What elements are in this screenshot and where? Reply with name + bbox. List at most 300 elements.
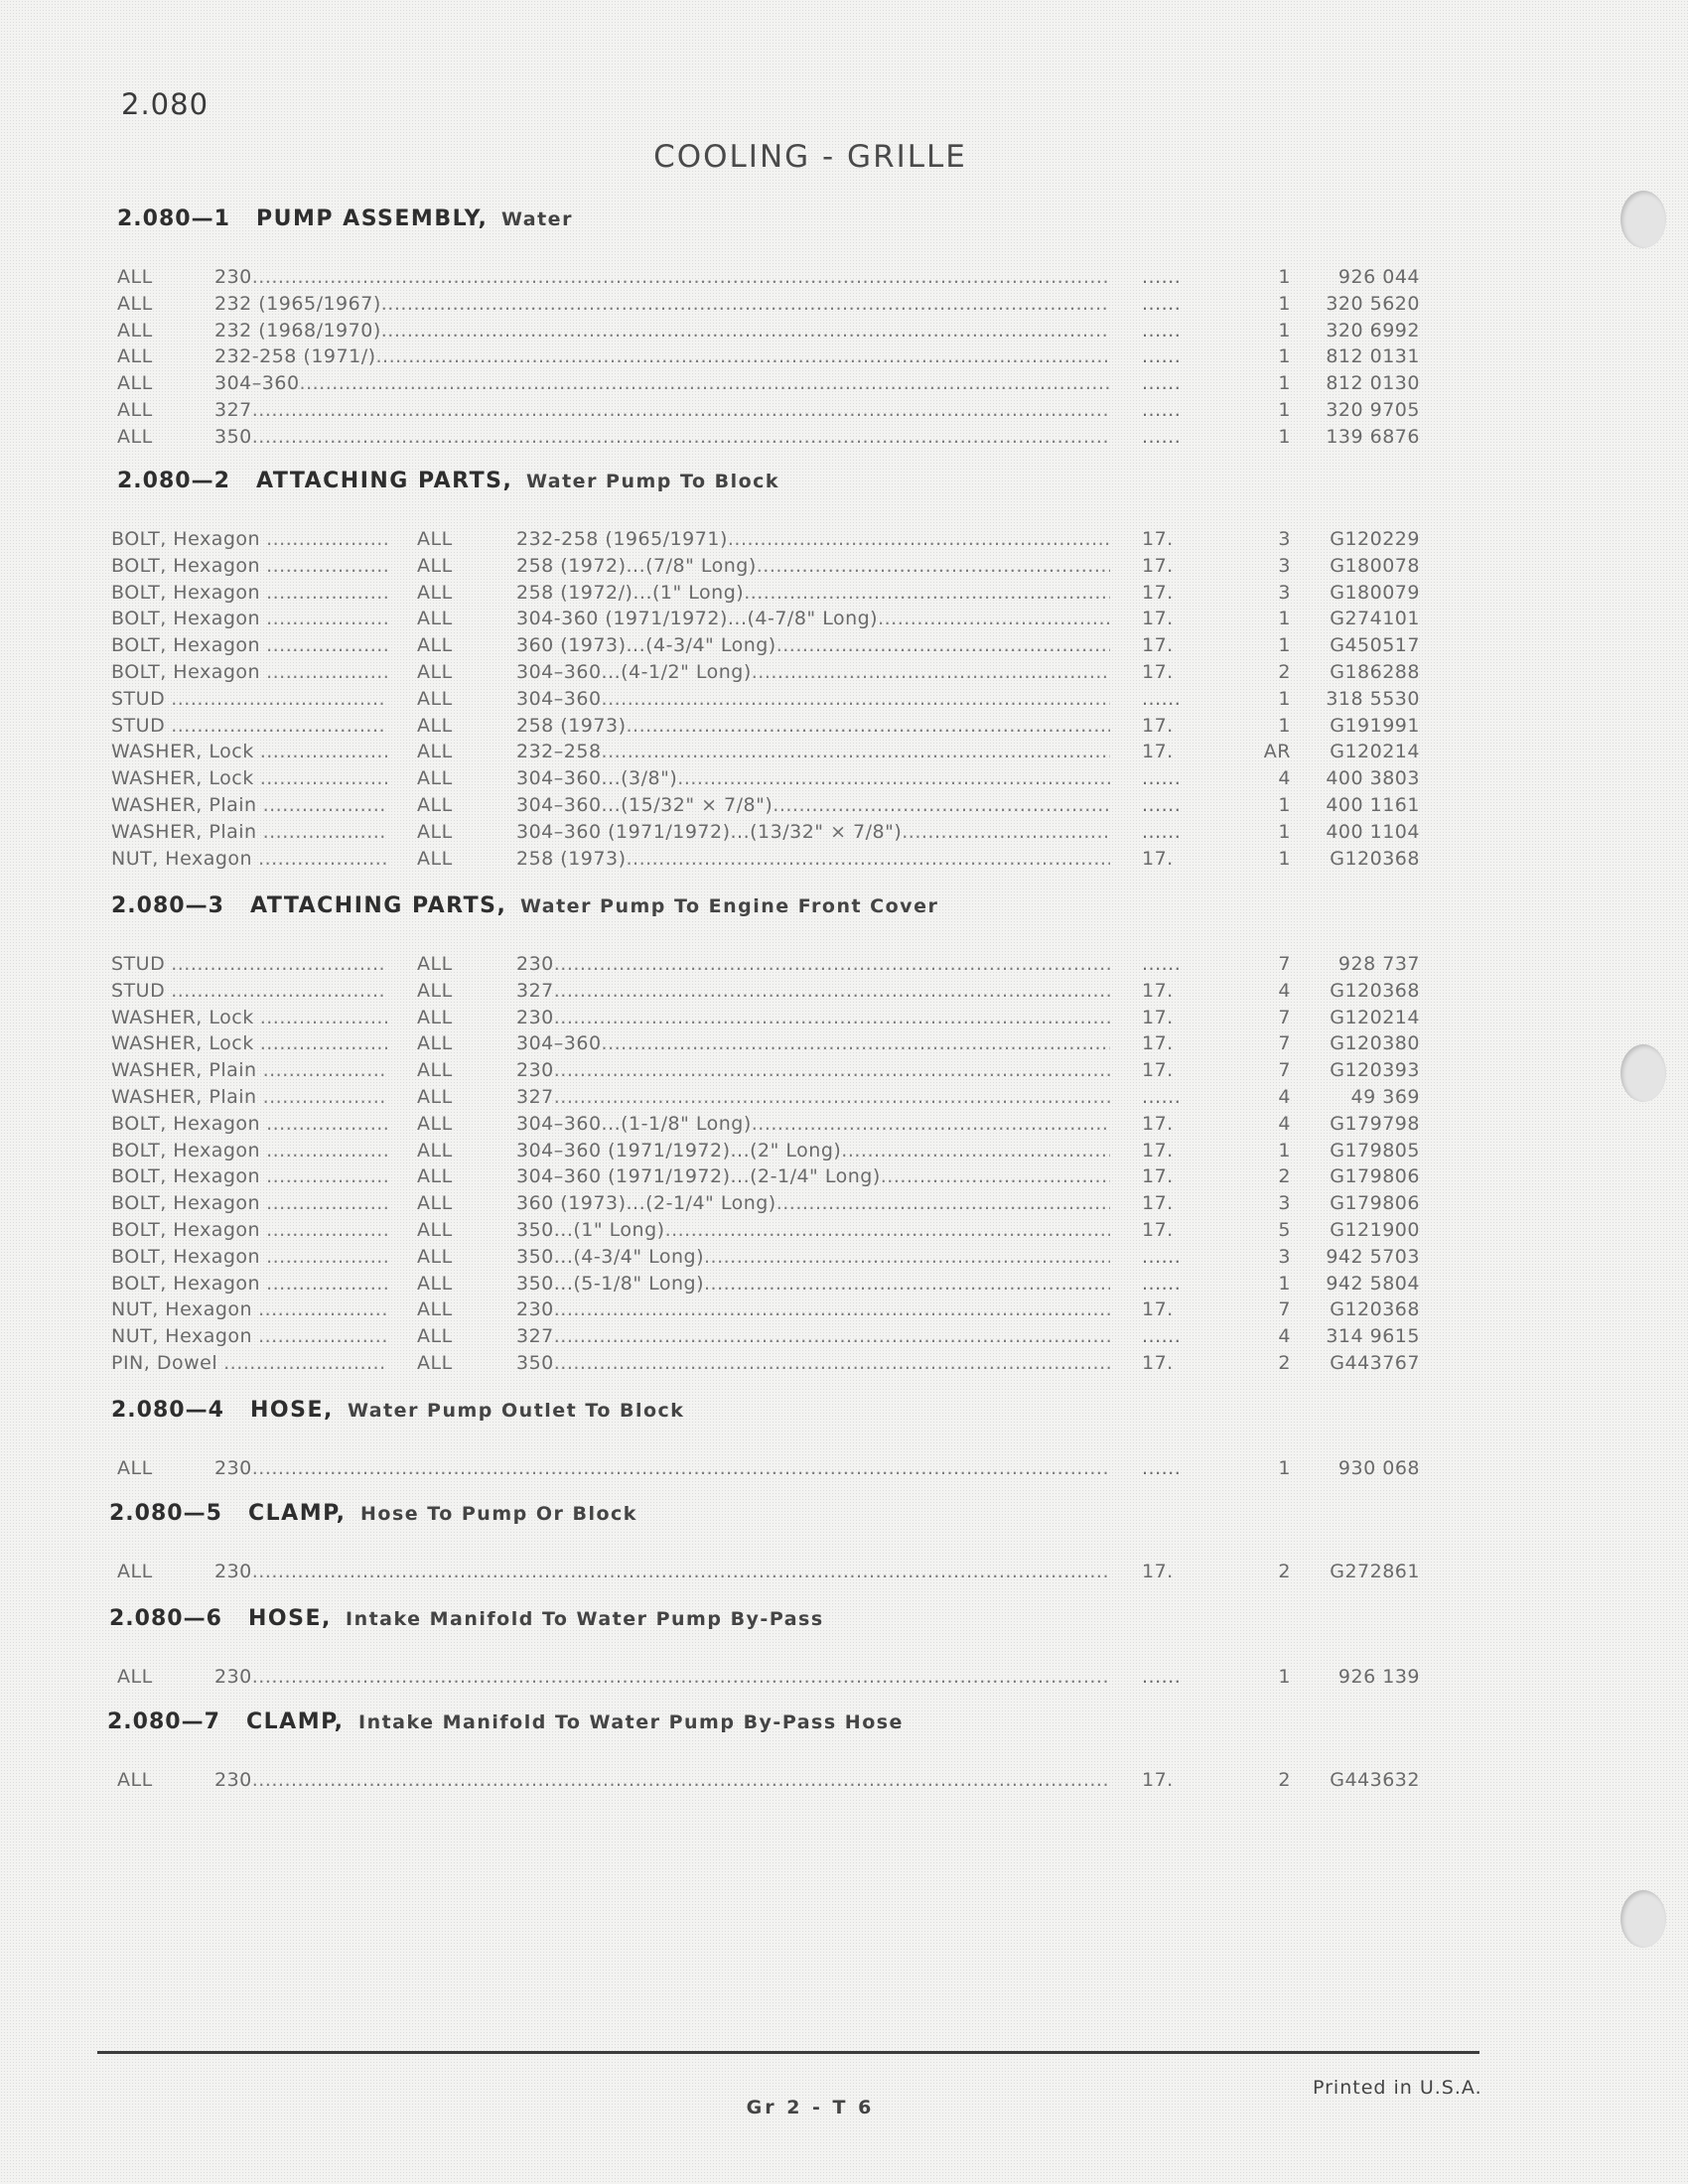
quantity: 3 xyxy=(1278,555,1291,577)
dot-leader xyxy=(260,741,387,762)
group-description: Water xyxy=(501,208,573,230)
spec-cell xyxy=(214,345,1110,367)
punch-hole xyxy=(1620,191,1666,248)
item-name: PIN, Dowel xyxy=(111,1352,218,1374)
table-row xyxy=(0,293,1470,319)
dot-leader xyxy=(171,715,387,737)
table-row xyxy=(0,320,1470,345)
dot-leader xyxy=(381,293,1110,315)
dot-leader xyxy=(554,1325,1110,1347)
engine-spec: 232 (1965/1967) xyxy=(214,293,381,315)
dot-leader xyxy=(260,1032,387,1054)
dot-leader xyxy=(677,767,1110,789)
table-row xyxy=(0,1086,1470,1112)
qty-code: ...... xyxy=(1142,1457,1182,1479)
qty-code: ...... xyxy=(1142,688,1182,710)
item-name: WASHER, Plain xyxy=(111,1086,257,1108)
qty-code: ...... xyxy=(1142,266,1182,288)
dot-leader xyxy=(252,1561,1110,1582)
table-row xyxy=(0,980,1470,1006)
qty-code: 17. xyxy=(1142,1007,1174,1028)
part-number: G179805 xyxy=(1330,1140,1420,1161)
model-code: ALL xyxy=(417,634,453,656)
model-code: ALL xyxy=(417,1059,453,1081)
part-number: 942 5804 xyxy=(1326,1273,1420,1295)
qty-code: 17. xyxy=(1142,1113,1174,1135)
table-row xyxy=(0,1113,1470,1139)
item-name: WASHER, Plain xyxy=(111,1059,257,1081)
part-number: G180078 xyxy=(1330,555,1420,577)
part-number: 400 1104 xyxy=(1326,821,1420,843)
item-name: WASHER, Plain xyxy=(111,794,257,816)
spec-cell xyxy=(516,980,1110,1002)
qty-code: ...... xyxy=(1142,426,1182,448)
dot-leader xyxy=(263,794,387,816)
dot-leader xyxy=(263,1086,387,1108)
qty-code: 17. xyxy=(1142,1192,1174,1214)
model-code: ALL xyxy=(117,399,153,421)
part-number: G186288 xyxy=(1330,661,1420,683)
engine-spec: 230 xyxy=(214,1561,252,1582)
model-code: ALL xyxy=(117,1666,153,1688)
model-code: ALL xyxy=(417,1140,453,1161)
engine-spec: 360 (1973)...(4-3/4" Long) xyxy=(516,634,776,656)
item-cell xyxy=(111,1192,387,1214)
table-row xyxy=(0,1007,1470,1032)
qty-code: ...... xyxy=(1142,1666,1182,1688)
qty-code: ...... xyxy=(1142,345,1182,367)
engine-spec: 230 xyxy=(516,1007,554,1028)
dot-leader xyxy=(776,1192,1110,1214)
engine-spec: 304–360...(4-1/2" Long) xyxy=(516,661,752,683)
part-number: G180079 xyxy=(1330,582,1420,604)
item-cell xyxy=(111,980,387,1002)
item-cell xyxy=(111,821,387,843)
qty-code: ...... xyxy=(1142,821,1182,843)
quantity: 1 xyxy=(1278,372,1291,394)
quantity: 1 xyxy=(1278,345,1291,367)
qty-code: ...... xyxy=(1142,293,1182,315)
part-number: G121900 xyxy=(1330,1219,1420,1241)
engine-spec: 350 xyxy=(214,426,252,448)
engine-spec: 304–360 xyxy=(214,372,300,394)
engine-spec: 304–360...(1-1/8" Long) xyxy=(516,1113,752,1135)
item-cell xyxy=(111,1325,387,1347)
dot-leader xyxy=(752,661,1110,683)
spec-cell xyxy=(516,634,1110,656)
model-code: ALL xyxy=(417,848,453,870)
spec-cell xyxy=(516,1246,1110,1268)
quantity: 7 xyxy=(1278,1007,1291,1028)
quantity: 1 xyxy=(1278,293,1291,315)
part-number: 812 0130 xyxy=(1326,372,1420,394)
spec-cell xyxy=(214,320,1110,341)
model-code: ALL xyxy=(417,767,453,789)
part-number: 139 6876 xyxy=(1326,426,1420,448)
spec-cell xyxy=(214,426,1110,448)
item-cell xyxy=(111,1165,387,1187)
item-cell xyxy=(111,1219,387,1241)
part-number: G191991 xyxy=(1330,715,1420,737)
part-number: 318 5530 xyxy=(1326,688,1420,710)
part-number: G120214 xyxy=(1330,741,1420,762)
engine-spec: 327 xyxy=(516,1086,554,1108)
dot-leader xyxy=(757,555,1110,577)
quantity: 1 xyxy=(1278,1140,1291,1161)
qty-code: 17. xyxy=(1142,528,1174,550)
qty-code: ...... xyxy=(1142,1325,1182,1347)
dot-leader xyxy=(704,1246,1110,1268)
part-number: 812 0131 xyxy=(1326,345,1420,367)
table-row xyxy=(0,1165,1470,1191)
group-code: 2.080—2 xyxy=(117,469,230,493)
table-row xyxy=(0,555,1470,581)
model-code: ALL xyxy=(117,266,153,288)
spec-cell xyxy=(516,848,1110,870)
qty-code: 17. xyxy=(1142,980,1174,1002)
quantity: 1 xyxy=(1278,1273,1291,1295)
engine-spec: 350 xyxy=(516,1352,554,1374)
group-name: CLAMP, xyxy=(248,1501,347,1526)
item-name: BOLT, Hexagon xyxy=(111,1246,261,1268)
engine-spec: 230 xyxy=(214,1666,252,1688)
group-name: PUMP ASSEMBLY, xyxy=(256,206,489,231)
model-code: ALL xyxy=(417,528,453,550)
item-cell xyxy=(111,715,387,737)
dot-leader xyxy=(381,320,1110,341)
model-code: ALL xyxy=(417,608,453,629)
item-name: BOLT, Hexagon xyxy=(111,1113,261,1135)
spec-cell xyxy=(516,1140,1110,1161)
model-code: ALL xyxy=(417,1007,453,1028)
quantity: 1 xyxy=(1278,266,1291,288)
item-name: BOLT, Hexagon xyxy=(111,1165,261,1187)
dot-leader xyxy=(266,1113,387,1135)
model-code: ALL xyxy=(117,345,153,367)
qty-code: 17. xyxy=(1142,1165,1174,1187)
qty-code: 17. xyxy=(1142,1561,1174,1582)
engine-spec: 230 xyxy=(214,266,252,288)
group-description: Water Pump To Block xyxy=(526,471,780,492)
group-name: CLAMP, xyxy=(246,1709,345,1734)
part-number: G179806 xyxy=(1330,1165,1420,1187)
engine-spec: 360 (1973)...(2-1/4" Long) xyxy=(516,1192,776,1214)
spec-cell xyxy=(516,794,1110,816)
spec-cell xyxy=(516,688,1110,710)
part-number: 930 068 xyxy=(1337,1457,1420,1479)
engine-spec: 304-360 (1971/1972)...(4-7/8" Long) xyxy=(516,608,879,629)
dot-leader xyxy=(258,1325,387,1347)
table-row xyxy=(0,1219,1470,1245)
part-number: G272861 xyxy=(1330,1561,1420,1582)
engine-spec: 232-258 (1971/) xyxy=(214,345,376,367)
quantity: 2 xyxy=(1278,1561,1291,1582)
part-number: 320 9705 xyxy=(1326,399,1420,421)
model-code: ALL xyxy=(117,1457,153,1479)
qty-code: ...... xyxy=(1142,399,1182,421)
model-code: ALL xyxy=(417,741,453,762)
model-code: ALL xyxy=(417,1273,453,1295)
model-code: ALL xyxy=(417,1219,453,1241)
dot-leader xyxy=(554,953,1110,975)
model-code: ALL xyxy=(417,1165,453,1187)
model-code: ALL xyxy=(417,794,453,816)
qty-code: 17. xyxy=(1142,661,1174,683)
table-row xyxy=(0,848,1470,874)
model-code: ALL xyxy=(417,1352,453,1374)
spec-cell xyxy=(516,821,1110,843)
dot-leader xyxy=(263,821,387,843)
item-name: WASHER, Plain xyxy=(111,821,257,843)
item-cell xyxy=(111,1352,387,1374)
model-code: ALL xyxy=(417,953,453,975)
item-cell xyxy=(111,1032,387,1054)
quantity: 3 xyxy=(1278,1192,1291,1214)
quantity: 1 xyxy=(1278,426,1291,448)
table-row xyxy=(0,794,1470,820)
dot-leader xyxy=(881,1165,1110,1187)
engine-spec: 258 (1973) xyxy=(516,848,627,870)
model-code: ALL xyxy=(417,715,453,737)
table-row xyxy=(0,953,1470,979)
spec-cell xyxy=(516,1059,1110,1081)
item-name: BOLT, Hexagon xyxy=(111,608,261,629)
item-cell xyxy=(111,767,387,789)
table-row xyxy=(0,1325,1470,1351)
engine-spec: 304–360...(15/32" × 7/8") xyxy=(516,794,774,816)
part-number: G179798 xyxy=(1330,1113,1420,1135)
model-code: ALL xyxy=(417,1032,453,1054)
dot-leader xyxy=(260,767,387,789)
group-description: Hose To Pump Or Block xyxy=(360,1503,637,1525)
table-row xyxy=(0,399,1470,425)
item-cell xyxy=(111,1140,387,1161)
table-row xyxy=(0,1246,1470,1272)
table-row xyxy=(0,1192,1470,1218)
engine-spec: 230 xyxy=(516,1059,554,1081)
table-row xyxy=(0,767,1470,793)
dot-leader xyxy=(841,1140,1110,1161)
dot-leader xyxy=(744,582,1110,604)
quantity: 1 xyxy=(1278,821,1291,843)
dot-leader xyxy=(878,608,1110,629)
punch-hole xyxy=(1620,1044,1666,1102)
table-row xyxy=(0,1273,1470,1298)
qty-code: 17. xyxy=(1142,555,1174,577)
table-row xyxy=(0,1032,1470,1058)
engine-spec: 232-258 (1965/1971) xyxy=(516,528,728,550)
item-name: NUT, Hexagon xyxy=(111,848,253,870)
model-code: ALL xyxy=(417,1113,453,1135)
table-row xyxy=(0,634,1470,660)
engine-spec: 350...(4-3/4" Long) xyxy=(516,1246,704,1268)
item-cell xyxy=(111,1273,387,1295)
dot-leader xyxy=(266,634,387,656)
quantity: 3 xyxy=(1278,582,1291,604)
item-cell xyxy=(111,528,387,550)
model-code: ALL xyxy=(117,1769,153,1791)
page-title: COOLING - GRILLE xyxy=(653,139,967,175)
item-cell xyxy=(111,634,387,656)
dot-leader xyxy=(704,1273,1110,1295)
qty-code: 17. xyxy=(1142,1140,1174,1161)
group-description: Intake Manifold To Water Pump By-Pass Hose xyxy=(358,1711,904,1733)
part-number: 320 6992 xyxy=(1326,320,1420,341)
spec-cell xyxy=(214,1769,1110,1791)
part-number: G450517 xyxy=(1330,634,1420,656)
spec-cell xyxy=(516,1032,1110,1054)
item-cell xyxy=(111,1086,387,1108)
item-name: BOLT, Hexagon xyxy=(111,528,261,550)
group-code: 2.080—5 xyxy=(109,1501,222,1526)
qty-code: ...... xyxy=(1142,767,1182,789)
quantity: 1 xyxy=(1278,608,1291,629)
table-row xyxy=(0,821,1470,847)
spec-cell xyxy=(516,1165,1110,1187)
footer-rule xyxy=(97,2051,1479,2054)
item-name: BOLT, Hexagon xyxy=(111,1192,261,1214)
dot-leader xyxy=(266,1140,387,1161)
spec-cell xyxy=(214,399,1110,421)
part-number: 926 044 xyxy=(1337,266,1420,288)
engine-spec: 304–360 xyxy=(516,688,602,710)
quantity: 2 xyxy=(1278,661,1291,683)
dot-leader xyxy=(376,345,1110,367)
dot-leader xyxy=(602,1032,1110,1054)
engine-spec: 327 xyxy=(516,1325,554,1347)
engine-spec: 304–360 (1971/1972)...(2-1/4" Long) xyxy=(516,1165,881,1187)
dot-leader xyxy=(266,1165,387,1187)
quantity: 1 xyxy=(1278,794,1291,816)
qty-code: ...... xyxy=(1142,1273,1182,1295)
dot-leader xyxy=(171,688,387,710)
group-code: 2.080—6 xyxy=(109,1606,222,1631)
part-number: 400 1161 xyxy=(1326,794,1420,816)
dot-leader xyxy=(554,1086,1110,1108)
group-description: Water Pump Outlet To Block xyxy=(348,1400,685,1422)
quantity: 2 xyxy=(1278,1769,1291,1791)
engine-spec: 304–360...(3/8") xyxy=(516,767,678,789)
quantity: 1 xyxy=(1278,634,1291,656)
item-name: WASHER, Lock xyxy=(111,767,254,789)
item-name: STUD xyxy=(111,688,166,710)
spec-cell xyxy=(516,582,1110,604)
group-name: HOSE, xyxy=(250,1398,334,1423)
engine-spec: 232 (1968/1970) xyxy=(214,320,381,341)
spec-cell xyxy=(516,555,1110,577)
item-cell xyxy=(111,688,387,710)
item-cell xyxy=(111,661,387,683)
model-code: ALL xyxy=(417,1298,453,1320)
quantity: 1 xyxy=(1278,715,1291,737)
item-name: BOLT, Hexagon xyxy=(111,1140,261,1161)
page-code: Gr 2 - T 6 xyxy=(746,2097,875,2118)
engine-spec: 230 xyxy=(214,1457,252,1479)
group-description: Water Pump To Engine Front Cover xyxy=(520,895,939,917)
engine-spec: 327 xyxy=(516,980,554,1002)
spec-cell xyxy=(516,741,1110,762)
item-cell xyxy=(111,1298,387,1320)
group-code: 2.080—7 xyxy=(107,1709,220,1734)
spec-cell xyxy=(516,1113,1110,1135)
dot-leader xyxy=(252,266,1110,288)
dot-leader xyxy=(266,661,387,683)
model-code: ALL xyxy=(417,582,453,604)
spec-cell xyxy=(516,528,1110,550)
spec-cell xyxy=(516,715,1110,737)
qty-code: 17. xyxy=(1142,582,1174,604)
item-name: BOLT, Hexagon xyxy=(111,661,261,683)
item-name: BOLT, Hexagon xyxy=(111,1273,261,1295)
item-cell xyxy=(111,953,387,975)
item-cell xyxy=(111,555,387,577)
table-row xyxy=(0,1561,1470,1586)
part-number: G120393 xyxy=(1330,1059,1420,1081)
dot-leader xyxy=(252,1769,1110,1791)
group-description: Intake Manifold To Water Pump By-Pass xyxy=(346,1608,824,1630)
quantity: 3 xyxy=(1278,1246,1291,1268)
part-number: G443632 xyxy=(1330,1769,1420,1791)
engine-spec: 258 (1973) xyxy=(516,715,627,737)
qty-code: ...... xyxy=(1142,320,1182,341)
table-row xyxy=(0,528,1470,554)
item-name: WASHER, Lock xyxy=(111,741,254,762)
dot-leader xyxy=(554,980,1110,1002)
engine-spec: 258 (1972)...(7/8" Long) xyxy=(516,555,757,577)
spec-cell xyxy=(516,608,1110,629)
section-number: 2.080 xyxy=(121,87,210,121)
group-name: HOSE, xyxy=(248,1606,332,1631)
item-name: WASHER, Lock xyxy=(111,1032,254,1054)
dot-leader xyxy=(266,608,387,629)
model-code: ALL xyxy=(417,688,453,710)
dot-leader xyxy=(626,715,1110,737)
dot-leader xyxy=(266,528,387,550)
qty-code: 17. xyxy=(1142,1769,1174,1791)
table-row xyxy=(0,688,1470,714)
spec-cell xyxy=(516,953,1110,975)
model-code: ALL xyxy=(417,1086,453,1108)
dot-leader xyxy=(258,848,387,870)
item-cell xyxy=(111,1113,387,1135)
part-number: 400 3803 xyxy=(1326,767,1420,789)
spec-cell xyxy=(516,1352,1110,1374)
quantity: 4 xyxy=(1278,767,1291,789)
dot-leader xyxy=(263,1059,387,1081)
dot-leader xyxy=(252,426,1110,448)
qty-code: 17. xyxy=(1142,1032,1174,1054)
table-row xyxy=(0,582,1470,608)
table-row xyxy=(0,1666,1470,1692)
dot-leader xyxy=(266,1273,387,1295)
item-cell xyxy=(111,608,387,629)
table-row xyxy=(0,372,1470,398)
table-row xyxy=(0,741,1470,766)
engine-spec: 232–258 xyxy=(516,741,602,762)
engine-spec: 230 xyxy=(214,1769,252,1791)
dot-leader xyxy=(266,1192,387,1214)
item-name: NUT, Hexagon xyxy=(111,1298,253,1320)
item-cell xyxy=(111,741,387,762)
item-name: BOLT, Hexagon xyxy=(111,634,261,656)
spec-cell xyxy=(214,293,1110,315)
spec-cell xyxy=(214,1561,1110,1582)
quantity: 5 xyxy=(1278,1219,1291,1241)
dot-leader xyxy=(728,528,1110,550)
part-number: G120214 xyxy=(1330,1007,1420,1028)
table-row xyxy=(0,1457,1470,1483)
item-name: STUD xyxy=(111,715,166,737)
